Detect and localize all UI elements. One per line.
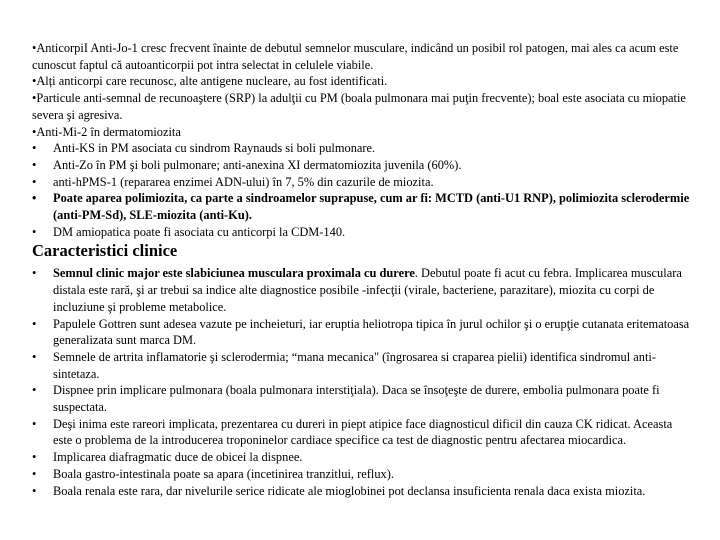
list-item-text: Boala renala este rara, dar nivelurile serice ridicate ale mioglobinei pot declansa insuficienta renala daca exista miozita. xyxy=(53,483,646,498)
list-item xyxy=(32,174,692,191)
list-item xyxy=(32,316,692,349)
list-item-text: Dispnee prin implicare pulmonara (boala pulmonara interstiţiala). Daca se însoţeşte de durere, embolia pulmonara poate fi suspectata. xyxy=(53,383,660,415)
list-item-text: Poate aparea polimiozita, ca parte a sindroamelor suprapuse, cum ar fi: MCTD (anti-U1 RNP), polimiozita sclerodermie (anti-PM-Sd), SLE-miozita (anti-Ku). xyxy=(53,191,690,223)
list-item xyxy=(32,466,692,483)
list-item-text: Implicarea diafragmatic duce de obicei la dispnee. xyxy=(53,450,303,465)
bullet-marker: • xyxy=(32,416,37,431)
antibody-list xyxy=(32,140,692,240)
bullet-marker: • xyxy=(32,483,37,498)
bullet-marker: • xyxy=(32,157,37,172)
list-item-text: Deşi inima este rareori implicata, prezentarea cu dureri in piept atipice face diagnosticul dificil din cauza CK ridicat. Aceasta este o problema de la introducerea troponinelor cardiace specifice ca test de diagnostic pentru afectarea miocardica. xyxy=(53,416,673,448)
list-item xyxy=(32,483,692,500)
list-item xyxy=(32,224,692,241)
list-item xyxy=(32,416,692,449)
list-item-text: Semnele de artrita inflamatorie şi sclerodermia; “mana mecanica" (îngrosarea si craparea pielii) identifica sindromul anti-sintetaza. xyxy=(53,349,656,381)
bullet-marker: • xyxy=(32,383,37,398)
list-item-bold-lead: Semnul clinic major este slabiciunea musculara proximala cu durere xyxy=(53,266,415,281)
bullet-marker: • xyxy=(32,191,37,206)
clinical-list xyxy=(32,265,692,499)
list-item xyxy=(32,382,692,415)
list-item-text: . Debutul poate fi acut cu febra. Implicarea musculara distala este rară, şi ar trebui sa indice alte diagnostice posibile -infecţii (virale, bacteriene, parazitare), miozita cu corpi de incluziune şi probleme metabolice. xyxy=(53,266,682,314)
list-item xyxy=(32,349,692,382)
document-page xyxy=(32,40,692,499)
bullet-marker: • xyxy=(32,466,37,481)
list-item-text: Anti-Zo în PM şi boli pulmonare; anti-anexina XI dermatomiozita juvenila (60%). xyxy=(53,157,462,172)
bullet-marker: • xyxy=(32,349,37,364)
bullet-marker: • xyxy=(32,450,37,465)
paragraph-srp: •Particule anti-semnal de recunoaştere (SRP) la adulţii cu PM (boala pulmonara mai puţin frecvente); boal este asociata cu miopatie severa şi agresiva. xyxy=(32,91,686,122)
list-item-text: Boala gastro-intestinala poate sa apara (incetinirea tranzitlui, reflux). xyxy=(53,466,394,481)
bullet-marker: • xyxy=(32,224,37,239)
paragraph-anti-mi-2: •Anti-Mi-2 în dermatomiozita xyxy=(32,124,181,139)
list-item-text: DM amiopatica poate fi asociata cu anticorpi la CDM-140. xyxy=(53,224,346,239)
bullet-marker: • xyxy=(32,316,37,331)
list-item xyxy=(32,157,692,174)
bullet-marker: • xyxy=(32,266,37,281)
paragraph-other-antibodies: •Alți anticorpi care recunosc, alte antigene nucleare, au fost identificati. xyxy=(32,74,388,89)
list-item-text: anti-hPMS-1 (repararea enzimei ADN-ului) în 7, 5% din cazurile de miozita. xyxy=(53,174,434,189)
paragraph-anti-jo-1: •AnticorpiI Anti-Jo-1 cresc frecvent înainte de debutul semnelor musculare, indicând un posibil rol patogen, mai ales ca acum este cunoscut faptul că autoanticorpii pot intra selectat in celulele viabile. xyxy=(32,41,679,72)
bullet-marker: • xyxy=(32,174,37,189)
list-item-major-sign xyxy=(32,265,692,315)
list-item xyxy=(32,140,692,157)
section-heading: Caracteristici clinice xyxy=(32,241,178,261)
bullet-marker: • xyxy=(32,141,37,156)
list-item-overlap-syndromes xyxy=(32,190,692,223)
list-item-text: Papulele Gottren sunt adesea vazute pe incheieturi, iar eruptia heliotropa tipica în jurul ochilor şi o erupţie cutanata eritematoasa generalizata sunt marca DM. xyxy=(53,316,690,348)
list-item xyxy=(32,449,692,466)
list-item-text: Anti-KS in PM asociata cu sindrom Raynauds si boli pulmonare. xyxy=(53,141,376,156)
